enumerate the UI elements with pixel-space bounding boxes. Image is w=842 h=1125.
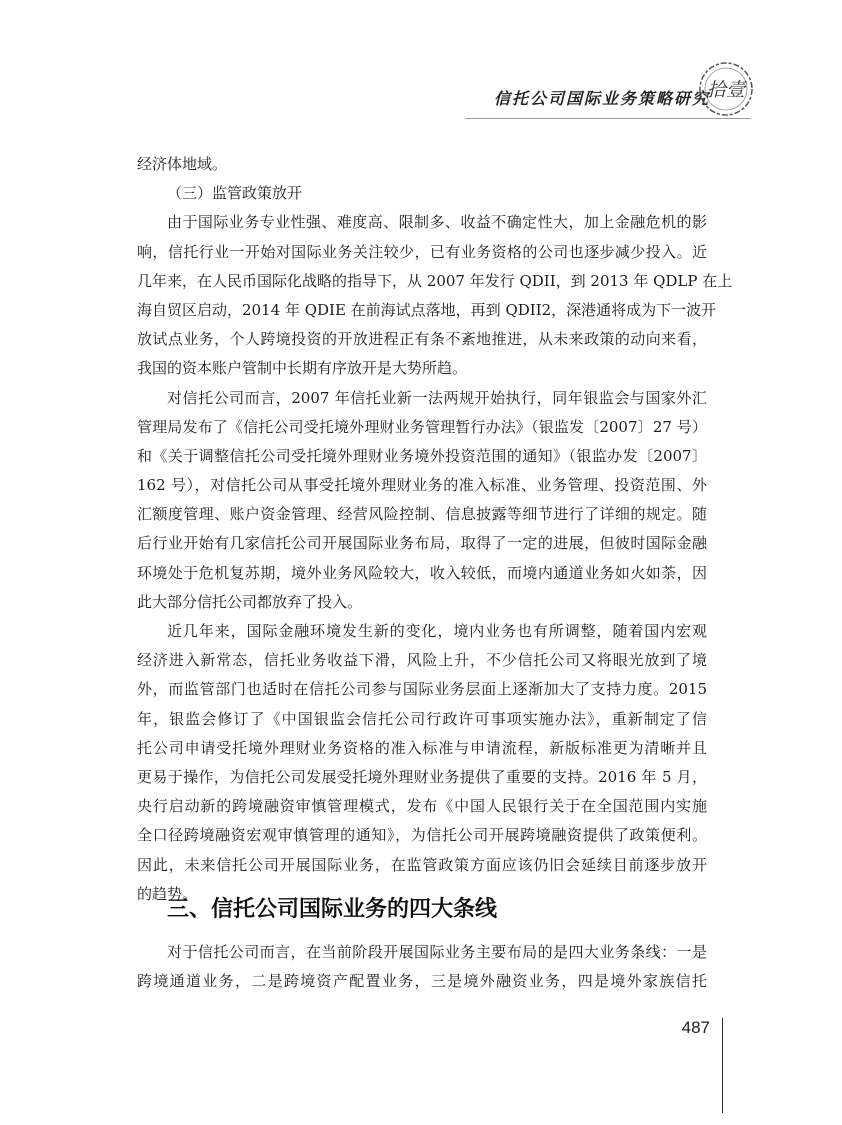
text-line: 对于信托公司而言，在当前阶段开展国际业务主要布局的是四大业务条线：一是 [167,943,707,961]
page-rule [722,1018,723,1113]
text-line: 162 号），对信托公司从事受托境外理财业务的准入标准、业务管理、投资范围、外 [137,476,707,495]
seal-logo [697,60,755,118]
text-line: 的趋势。 [137,884,198,903]
svg-text:拾壹: 拾壹 [706,79,746,101]
paragraph-3 [137,617,707,909]
text-line: 海自贸区启动，2014 年 QDIE 在前海试点落地，再到 QDII2，深港通将成为下一波开 [137,300,717,319]
text-line: 对信托公司而言，2007 年信托业新一法两规开始执行，同年银监会与国家外汇 [167,388,707,407]
text-line: 此大部分信托公司都放弃了投入。 [137,592,363,611]
header-rule [465,118,751,119]
text-line: 经济体地域。 [137,155,228,173]
text-line: 后行业开始有几家信托公司开展国际业务布局，取得了一定的进展，但彼时国际金融 [137,534,707,553]
text-line: 外，而监管部门也适时在信托公司参与国际业务层面上逐渐加大了支持力度。2015 [137,680,707,699]
text-line: 管理局发布了《信托公司受托境外理财业务管理暂行办法》（银监发〔2007〕27 号） [137,417,707,436]
text-line: 几年来，在人民币国际化战略的指导下，从 2007 年发行 QDII，到 2013 年 QDLP 在上 [137,271,733,290]
running-header-title: 信托公司国际业务策略研究 [493,89,710,108]
text-line: 环境处于危机复苏期，境外业务风险较大，收入较低，而境内通道业务如火如荼，因 [137,563,707,582]
text-line: 经济进入新常态，信托业务收益下滑，风险上升，不少信托公司又将眼光放到了境 [137,651,707,670]
text-line: 全口径跨境融资宏观审慎管理的通知》，为信托公司开展跨境融资提供了政策便利。 [137,826,707,845]
text-line: 汇额度管理、账户资金管理、经营风险控制、信息披露等细节进行了详细的规定。随 [137,505,707,524]
text-line: 由于国际业务专业性强、难度高、限制多、收益不确定性大，加上金融危机的影 [167,213,707,232]
page-number: 487 [681,1018,710,1037]
text-line: 因此，未来信托公司开展国际业务，在监管政策方面应该仍旧会延续目前逐步放开 [137,855,707,874]
text-line: 央行启动新的跨境融资审慎管理模式，发布《中国人民银行关于在全国范围内实施 [137,797,707,816]
text-line: 更易于操作，为信托公司发展受托境外理财业务提供了重要的支持。2016 年 5 月， [137,767,707,786]
subsection-heading: （三）监管政策放开 [167,184,303,203]
text-line: 响，信托行业一开始对国际业务关注较少，已有业务资格的公司也逐步减少投入。近 [137,242,707,261]
text-line: 年，银监会修订了《中国银监会信托公司行政许可事项实施办法》，重新制定了信 [137,709,707,728]
text-line: 放试点业务，个人跨境投资的开放进程正有条不紊地推进，从未来政策的动向来看， [137,330,707,349]
main-text-continued [137,938,707,996]
text-line: 托公司申请受托境外理财业务资格的准入标准与申请流程，新版标准更为清晰并且 [137,738,707,757]
text-line: 我国的资本账户管制中长期有序放开是大势所趋。 [137,359,468,378]
section-heading: 三、信托公司国际业务的四大条线 [167,897,498,922]
paragraph-2 [137,384,707,618]
text-line: 跨境通道业务，二是跨境资产配置业务，三是境外融资业务，四是境外家族信托 [137,972,707,991]
paragraph-1 [137,208,733,383]
text-line: 和《关于调整信托公司受托境外理财业务境外投资范围的通知》（银监办发〔2007〕 [137,446,707,465]
main-text [137,150,733,909]
text-line: 近几年来，国际金融环境发生新的变化，境内业务也有所调整，随着国内宏观 [167,622,707,640]
